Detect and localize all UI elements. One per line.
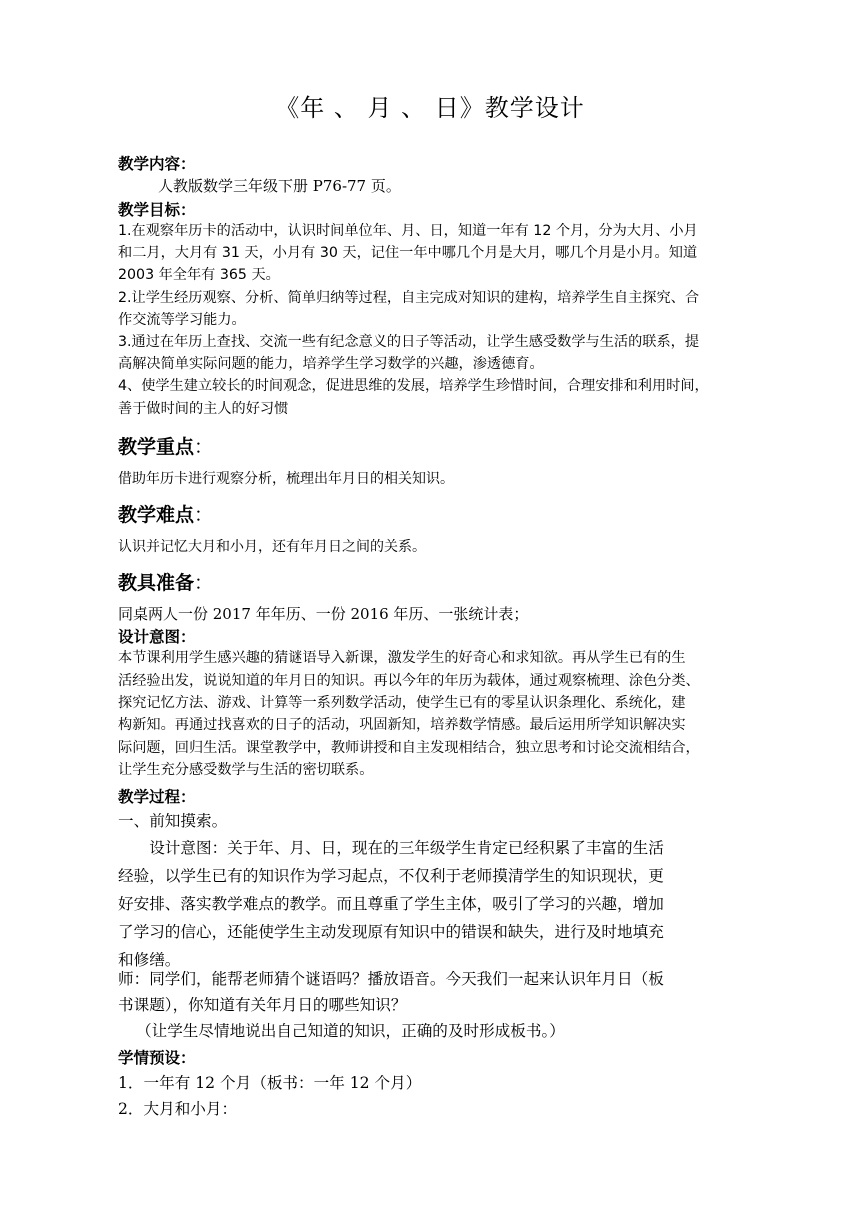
- content-text: 人教版数学三年级下册 P76-77 页。: [158, 177, 401, 195]
- step-one-title: 一、前知摸索。: [118, 812, 228, 830]
- preset-item: 2．大月和小月：: [118, 1100, 238, 1118]
- key-points-heading-text: 教学重点: [118, 436, 195, 458]
- teacher-line: 书课题），你知道有关年月日的哪些知识？: [118, 996, 407, 1014]
- preset-heading: 学情预设：: [118, 1049, 196, 1067]
- goals-line: 高解决简单实际问题的能力，培养学生学习数学的兴趣，渗透德育。: [118, 356, 544, 372]
- design-intent-line: 本节课利用学生感兴趣的猜谜语导入新课，激发学生的好奇心和求知欲。再从学生已有的生: [118, 650, 686, 666]
- tools-heading-colon: ：: [194, 572, 214, 594]
- design-intent-line: 让学生充分感受数学与生活的密切联系。: [118, 762, 374, 778]
- key-points-text: 借助年历卡进行观察分析，梳理出年月日的相关知识。: [118, 471, 454, 487]
- process-heading: 教学过程：: [118, 788, 196, 806]
- tools-heading: [118, 568, 213, 595]
- goals-line: 1.在观察年历卡的活动中，认识时间单位年、月、日，知道一年有 12 个月，分为大月、小月: [118, 223, 698, 239]
- step-one-intent-line: 经验，以学生已有的知识作为学习起点，不仅利于老师摸清学生的知识现状，更: [118, 867, 664, 885]
- goals-line: 善于做时间的主人的好习惯: [118, 401, 289, 417]
- step-one-intent-line: 和修缮。: [118, 951, 181, 969]
- content-heading: 教学内容：: [118, 155, 196, 173]
- design-intent-line: 活经验出发，说说知道的年月日的知识。再以今年的年历为载体，通过观察梳理、涂色分类、: [118, 673, 700, 689]
- design-intent-heading: 设计意图：: [118, 628, 196, 646]
- design-intent-line: 探究记忆方法、游戏、计算等一系列数学活动，使学生已有的零星认识条理化、系统化，建: [118, 695, 686, 711]
- goals-line: 和二月，大月有 31 天，小月有 30 天，记住一年中哪几个月是大月，哪几个月是小月。知道: [118, 245, 698, 261]
- tools-text: 同桌两人一份 2017 年年历、一份 2016 年历、一张统计表；: [118, 605, 529, 623]
- step-one-intent-line: 好安排、落实教学难点的教学。而且尊重了学生主体，吸引了学习的兴趣，增加: [118, 895, 664, 913]
- difficulty-heading-text: 教学难点: [118, 504, 195, 526]
- difficulty-heading-colon: ：: [194, 504, 214, 526]
- document-title: 《年 、 月 、 日》教学设计: [275, 94, 585, 122]
- student-note: （让学生尽情地说出自己知道的知识，正确的及时形成板书。）: [136, 1022, 565, 1040]
- step-one-intent-line: 了学习的信心，还能使学生主动发现原有知识中的错误和缺失，进行及时地填充: [118, 923, 664, 941]
- goals-line: 作交流等学习能力。: [118, 312, 246, 328]
- goals-line: 3.通过在年历上查找、交流一些有纪念意义的日子等活动，让学生感受数学与生活的联系，提: [118, 334, 700, 350]
- key-points-heading: [118, 432, 213, 459]
- design-intent-line: 际问题，回归生活。课堂教学中，教师讲授和自主发现相结合，独立思考和讨论交流相结合，: [118, 740, 700, 756]
- step-one-intent-line: 设计意图：关于年、月、日，现在的三年级学生肯定已经积累了丰富的生活: [118, 839, 664, 857]
- teacher-line: 师：同学们，能帮老师猜个谜语吗？播放语音。今天我们一起来认识年月日（板: [118, 970, 664, 988]
- goals-line: 4、使学生建立较长的时间观念，促进思维的发展，培养学生珍惜时间，合理安排和利用时间，: [118, 378, 709, 394]
- key-points-heading-colon: ：: [194, 436, 214, 458]
- goals-line: 2003 年全年有 365 天。: [118, 267, 280, 283]
- difficulty-text: 认识并记忆大月和小月，还有年月日之间的关系。: [118, 539, 426, 555]
- design-intent-line: 构新知。再通过找喜欢的日子的活动，巩固新知，培养数学情感。最后运用所学知识解决实: [118, 717, 686, 733]
- tools-heading-text: 教具准备: [118, 572, 195, 594]
- difficulty-heading: [118, 500, 213, 527]
- goals-line: 2.让学生经历观察、分析、简单归纳等过程，自主完成对知识的建构，培养学生自主探究、合: [118, 290, 700, 306]
- preset-item: 1．一年有 12 个月（板书：一年 12 个月）: [118, 1074, 422, 1092]
- goals-heading: 教学目标：: [118, 201, 196, 219]
